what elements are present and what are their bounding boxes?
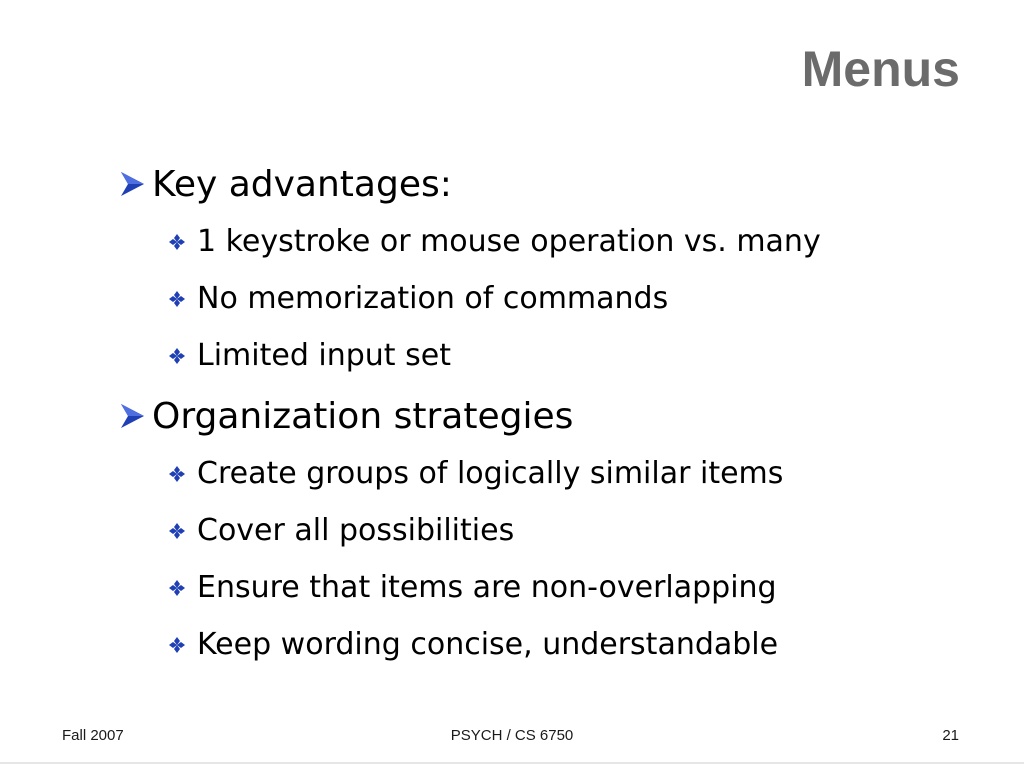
bullet-label: Key advantages:: [152, 163, 452, 205]
bullet-key-advantages: [114, 155, 974, 213]
bullet-group-organization-strategies: [114, 387, 974, 673]
footer-course: PSYCH / CS 6750: [450, 727, 574, 744]
sub-bullet-label: Ensure that items are non-overlapping: [197, 570, 777, 605]
sub-bullet-item: [114, 445, 974, 502]
bullet-organization-strategies: [114, 387, 974, 445]
slide-number: 21: [942, 727, 959, 744]
arrow-bullet-icon: [114, 166, 150, 202]
diamond-bullet-icon: [166, 231, 188, 253]
sub-bullet-label: Keep wording concise, understandable: [197, 627, 779, 662]
diamond-bullet-icon: [166, 288, 188, 310]
sub-bullet-item: [114, 502, 974, 559]
diamond-bullet-icon: [166, 345, 188, 367]
bottom-divider: [0, 762, 1024, 764]
sub-bullet-list: [114, 445, 974, 673]
slide-title: Menus: [801, 41, 960, 97]
sub-bullet-item: [114, 327, 974, 384]
diamond-bullet-icon: [166, 634, 188, 656]
slide-content: [114, 155, 974, 673]
sub-bullet-label: No memorization of commands: [197, 281, 669, 316]
bullet-label: Organization strategies: [152, 395, 574, 437]
footer-date: Fall 2007: [62, 727, 124, 744]
sub-bullet-item: [114, 270, 974, 327]
bullet-group-key-advantages: [114, 155, 974, 384]
sub-bullet-label: Cover all possibilities: [197, 513, 515, 548]
sub-bullet-item: [114, 616, 974, 673]
slide-footer: [0, 723, 1024, 747]
sub-bullet-label: Create groups of logically similar items: [197, 456, 784, 491]
arrow-bullet-icon: [114, 398, 150, 434]
diamond-bullet-icon: [166, 463, 188, 485]
sub-bullet-item: [114, 213, 974, 270]
sub-bullet-label: 1 keystroke or mouse operation vs. many: [197, 224, 821, 259]
sub-bullet-label: Limited input set: [197, 338, 451, 373]
diamond-bullet-icon: [166, 520, 188, 542]
sub-bullet-list: [114, 213, 974, 384]
diamond-bullet-icon: [166, 577, 188, 599]
sub-bullet-item: [114, 559, 974, 616]
